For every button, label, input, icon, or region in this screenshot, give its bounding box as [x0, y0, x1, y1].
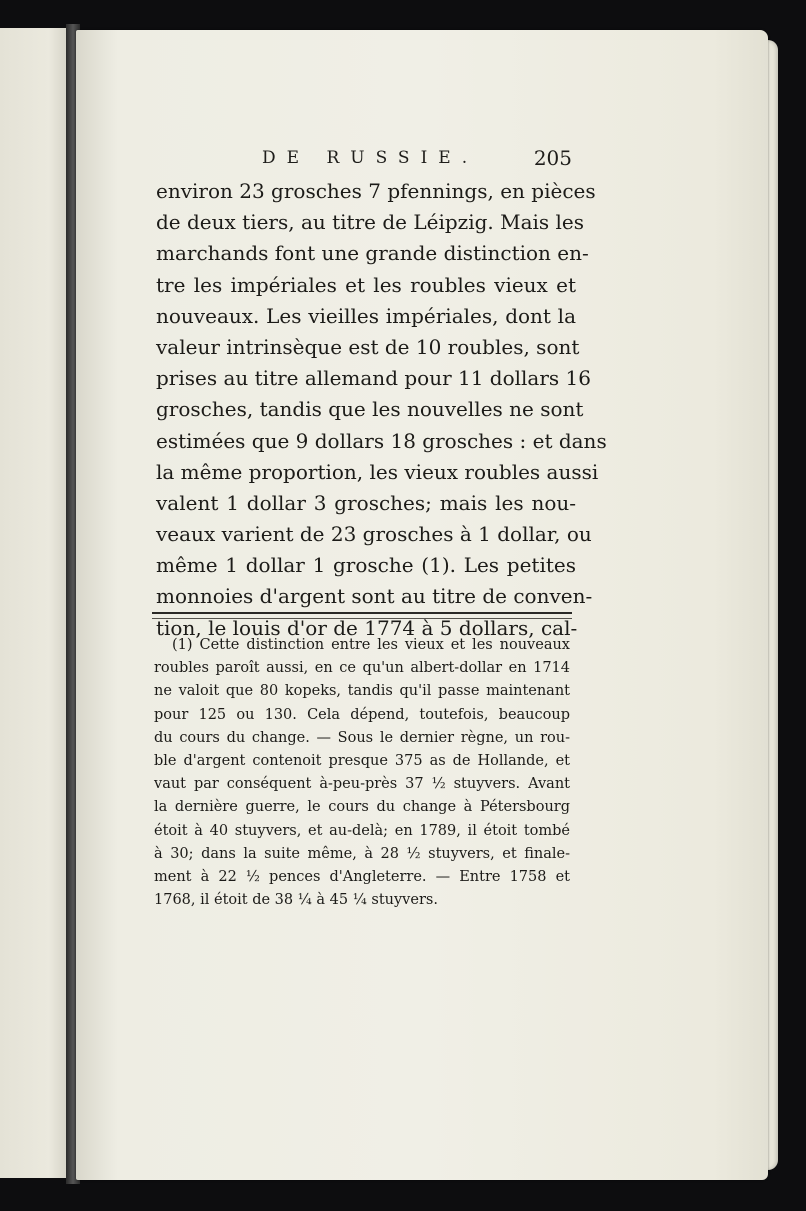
footnote-line: (1) Cette distinction entre les vieux et les nouveaux — [172, 637, 570, 653]
body-line: la même proportion, les vieux roubles aussi — [156, 459, 599, 484]
body-line: grosches, tandis que les nouvelles ne sont — [156, 397, 584, 422]
footnote-line: roubles paroît aussi, en ce qu'un albert-dollar en 1714 — [154, 660, 570, 677]
body-line: monnoies d'argent sont au titre de conven- — [156, 584, 593, 609]
footnote-line: ne valoit que 80 kopeks, tandis qu'il passe maintenant — [154, 683, 570, 700]
footnote-line: ment à 22 ½ pences d'Angleterre. — Entre 1758 et — [154, 868, 570, 885]
running-title: DE RUSSIE. — [262, 148, 479, 168]
left-page-edge — [0, 28, 71, 1178]
footnote — [154, 634, 570, 912]
body-line: estimées que 9 dollars 18 grosches : et dans — [156, 428, 607, 453]
footnote-line: ble d'argent contenoit presque 375 as de Hollande, et — [154, 752, 570, 769]
footnote-line: étoit à 40 stuyvers, et au-delà; en 1789, il étoit tombé — [154, 822, 570, 839]
footnote-line: 1768, il étoit de 38 ¼ à 45 ¼ stuyvers. — [154, 892, 438, 909]
footnote-line: la dernière guerre, le cours du change à Pétersbourg — [154, 799, 570, 816]
body-text — [156, 176, 607, 644]
running-head — [262, 146, 572, 174]
page-number: 205 — [533, 146, 572, 170]
footnote-separator — [152, 612, 572, 614]
body-line: valeur intrinsèque est de 10 roubles, sont — [156, 334, 580, 359]
body-line: même 1 dollar 1 grosche (1). Les petites — [156, 553, 576, 578]
footnote-line: à 30; dans la suite même, à 28 ½ stuyvers, et finale- — [154, 845, 570, 862]
body-line: tion, le louis d'or de 1774 à 5 dollars, cal- — [156, 615, 578, 640]
footnote-line: pour 125 ou 130. Cela dépend, toutefois, beaucoup — [154, 706, 570, 723]
body-line: marchands font une grande distinction en- — [156, 241, 589, 266]
body-line: veaux varient de 23 grosches à 1 dollar, ou — [156, 522, 592, 547]
body-line: prises au titre allemand pour 11 dollars 16 — [156, 366, 591, 391]
footnote-line: vaut par conséquent à-peu-près 37 ½ stuyvers. Avant — [154, 776, 570, 793]
body-line: valent 1 dollar 3 grosches; mais les nou- — [156, 490, 576, 515]
body-line: nouveaux. Les vieilles impériales, dont la — [156, 303, 576, 328]
body-line: de deux tiers, au titre de Léipzig. Mais les — [156, 210, 585, 235]
body-line: environ 23 grosches 7 pfennings, en pièces — [156, 179, 596, 203]
body-line: tre les impériales et les roubles vieux et — [156, 272, 576, 297]
footnote-separator-thin — [152, 618, 572, 619]
footnote-line: du cours du change. — Sous le dernier règne, un rou- — [154, 729, 570, 746]
